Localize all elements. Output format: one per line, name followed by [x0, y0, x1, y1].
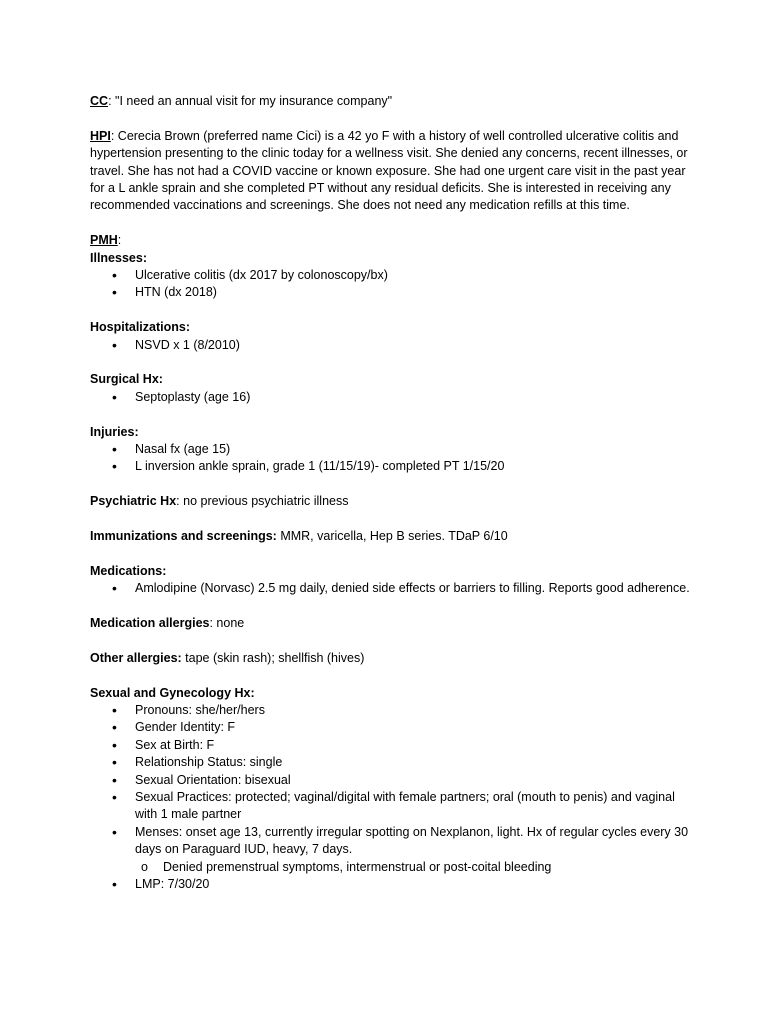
- hpi-paragraph: [90, 128, 690, 215]
- list-item: • Menses: onset age 13, currently irregular spotting on Nexplanon, light. Hx of regular cycles every 30 days on Paraguard IUD, heavy, 7 days.: [90, 824, 690, 859]
- lmp-list: [90, 876, 690, 893]
- psychiatric-history: [90, 493, 690, 510]
- list-item: • L inversion ankle sprain, grade 1 (11/15/19)- completed PT 1/15/20: [90, 458, 690, 475]
- list-item: • NSVD x 1 (8/2010): [90, 337, 690, 354]
- hpi-label: HPI: [90, 128, 111, 143]
- psychiatric-text: : no previous psychiatric illness: [176, 494, 349, 509]
- other-allergies: [90, 650, 690, 667]
- hospitalizations-heading: Hospitalizations:: [90, 320, 191, 335]
- medication-allergies: [90, 615, 690, 632]
- cc-text: : "I need an annual visit for my insurance company": [108, 94, 393, 108]
- sexual-history-heading: Sexual and Gynecology Hx:: [90, 685, 255, 700]
- other-allergies-label: Other allergies:: [90, 650, 182, 665]
- immunizations-label: Immunizations and screenings:: [90, 529, 277, 544]
- list-item: • Pronouns: she/her/hers: [90, 702, 690, 719]
- medication-allergies-label: Medication allergies: [90, 616, 210, 631]
- pmh-label: PMH: [90, 233, 118, 248]
- chief-complaint: [90, 93, 690, 110]
- hpi-text: : Cerecia Brown (preferred name Cici) is a 42 yo F with a history of well controlled ulcerative colitis and hypertension presenting to the clinic today for a wellness visit. She denied any concerns, recent illnesses, or travel. She has not had a COVID vaccine or known exposure. She had one urgent care visit in the past year for a L ankle sprain and she completed PT without any residual deficits. She is interested in receiving any recommended vaccinations and screenings. She does not need any medication refills at this time.: [90, 128, 688, 213]
- list-item: • Relationship Status: single: [90, 754, 690, 771]
- immunizations: [90, 528, 690, 545]
- cc-label: CC: [90, 94, 109, 108]
- list-item: • Sex at Birth: F: [90, 737, 690, 754]
- injuries-heading: Injuries:: [90, 424, 139, 439]
- list-item: • Sexual Orientation: bisexual: [90, 772, 690, 789]
- list-item: • Sexual Practices: protected; vaginal/digital with female partners; oral (mouth to penis) and vaginal with 1 male partner: [90, 789, 690, 824]
- illnesses-heading: Illnesses:: [90, 250, 147, 265]
- menses-sublist: [90, 859, 690, 876]
- clinical-note: [90, 93, 690, 894]
- medication-allergies-text: : none: [209, 616, 245, 631]
- list-item: • Nasal fx (age 15): [90, 441, 690, 458]
- immunizations-text: MMR, varicella, Hep B series. TDaP 6/10: [276, 529, 508, 544]
- list-item: • Ulcerative colitis (dx 2017 by colonoscopy/bx): [90, 267, 690, 284]
- pmh-suffix: :: [117, 233, 122, 248]
- pmh-heading: [90, 232, 690, 249]
- sub-list-item: o Denied premenstrual symptoms, intermenstrual or post-coital bleeding: [90, 859, 690, 876]
- hospitalizations-list: [90, 337, 690, 354]
- injuries-list: [90, 441, 690, 476]
- sexual-history-list: [90, 702, 690, 859]
- list-item: • Gender Identity: F: [90, 719, 690, 736]
- surgical-list: [90, 389, 690, 406]
- list-item: • Septoplasty (age 16): [90, 389, 690, 406]
- illnesses-list: [90, 267, 690, 302]
- psychiatric-label: Psychiatric Hx: [90, 494, 177, 509]
- other-allergies-text: tape (skin rash); shellfish (hives): [181, 650, 365, 665]
- medications-heading: Medications:: [90, 563, 167, 578]
- list-item: • Amlodipine (Norvasc) 2.5 mg daily, denied side effects or barriers to filling. Reports good adherence.: [90, 580, 690, 597]
- medications-list: [90, 580, 690, 597]
- list-item: • HTN (dx 2018): [90, 284, 690, 301]
- surgical-heading: Surgical Hx:: [90, 372, 163, 387]
- list-item: • LMP: 7/30/20: [90, 876, 690, 893]
